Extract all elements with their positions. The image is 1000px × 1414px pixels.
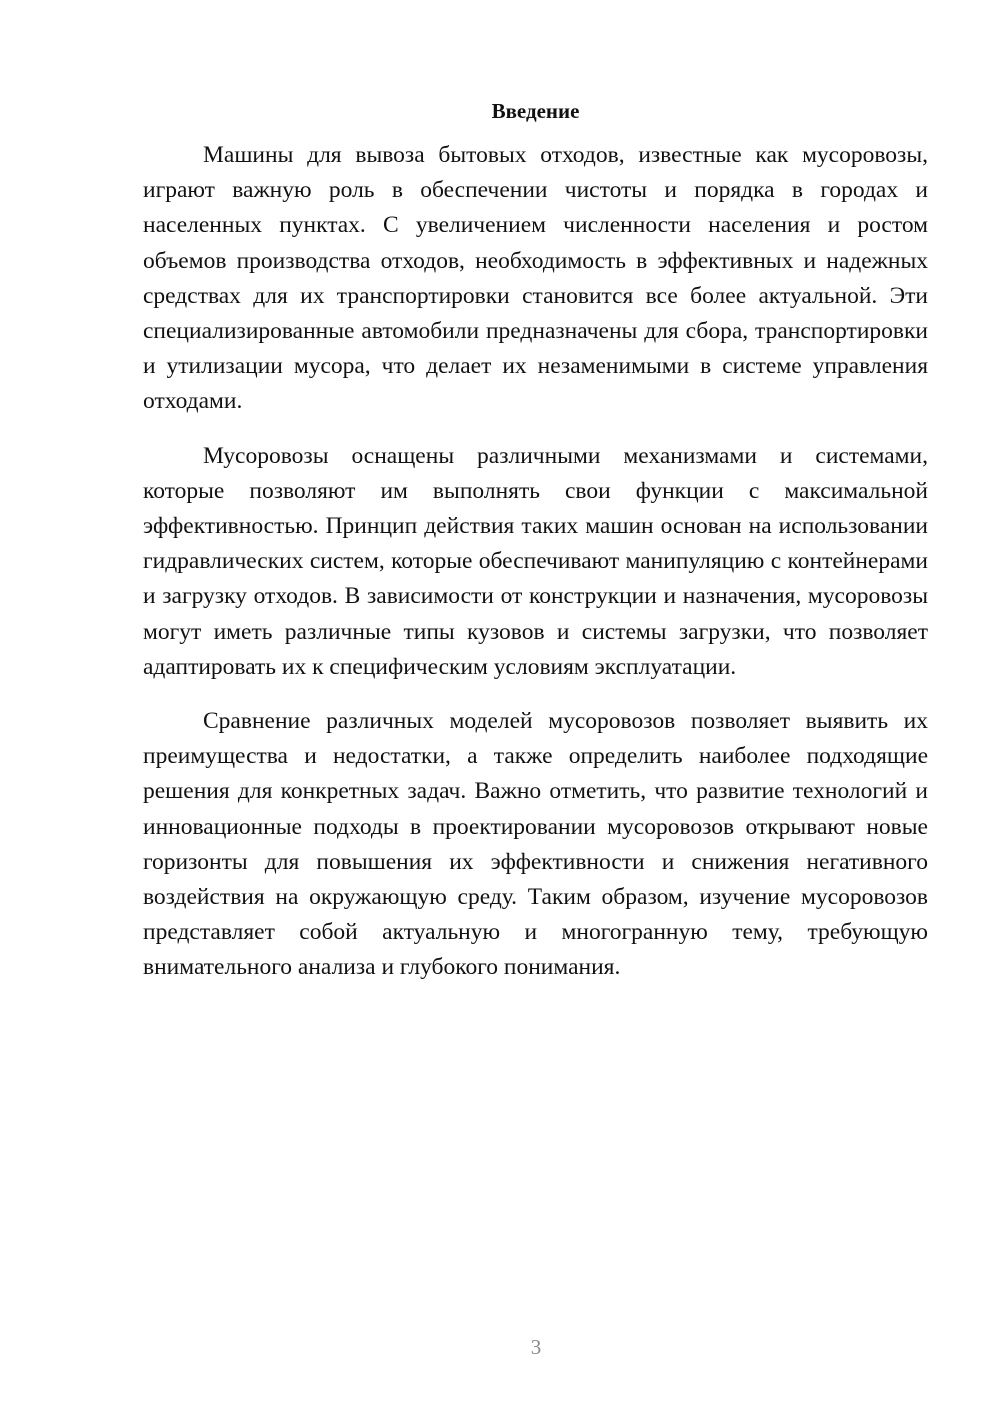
- paragraph-3: Сравнение различных моделей мусоровозов позволяет выявить их преимущества и недостатки, а также определить наиболее подходящие решения для конкретных задач. Важно отметить, что развитие технологий и инновационные подходы в проектировании мусоровозов открывают новые горизонты для повышения их эффективности и снижения негативного воздействия на окружающую среду. Таким образом, изучение мусоровозов представляет собой актуальную и многогранную тему, требующую внимательного анализа и глубокого понимания.: [143, 708, 928, 981]
- page-number: 3: [530, 1335, 542, 1359]
- paragraph-1: Машины для вывоза бытовых отходов, известные как мусоровозы, играют важную роль в обеспечении чистоты и порядка в городах и населенных пунктах. С увеличением численности населения и ростом объемов производства отходов, необходимость в эффективных и надежных средствах для их транспортировки становится все более актуальной. Эти специализированные автомобили предназначены для сбора, транспортировки и утилизации мусора, что делает их незаменимыми в системе управления отходами.: [143, 142, 928, 415]
- page-content: [143, 95, 928, 986]
- section-title: Введение: [491, 99, 580, 123]
- paragraph-2: Мусоровозы оснащены различными механизмами и системами, которые позволяют им выполнять свои функции с максимальной эффективностью. Принцип действия таких машин основан на использовании гидравлических систем, которые обеспечивают манипуляцию с контейнерами и загрузку отходов. В зависимости от конструкции и назначения, мусоровозы могут иметь различные типы кузовов и системы загрузки, что позволяет адаптировать их к специфическим условиям эксплуатации.: [143, 442, 928, 680]
